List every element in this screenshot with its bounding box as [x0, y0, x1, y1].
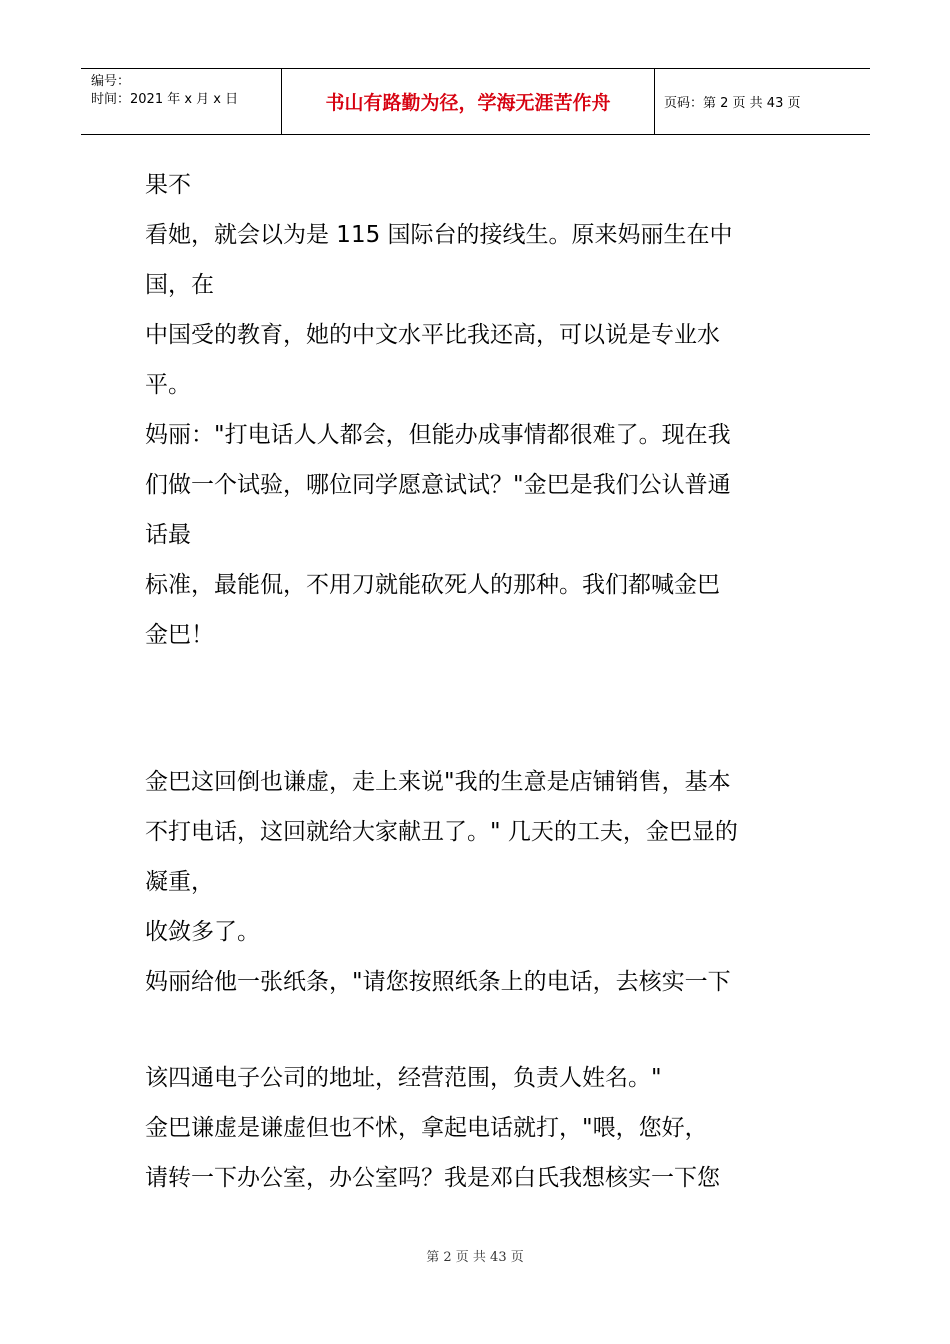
- paragraph-spacer: [145, 660, 825, 757]
- paragraph-spacer: [145, 1007, 825, 1053]
- text-line: 们做一个试验，哪位同学愿意试试？"金巴是我们公认普通: [145, 472, 731, 498]
- text-line: 金巴谦虚是谦虚但也不怵，拿起电话就打，"喂，您好，: [145, 1115, 708, 1141]
- text-line: 金巴这回倒也谦虚，走上来说"我的生意是店铺销售，基本: [145, 769, 731, 795]
- text-line: 国，在: [145, 272, 214, 298]
- text-line: 果不: [145, 172, 191, 198]
- text-line: 中国受的教育，她的中文水平比我还高，可以说是专业水: [145, 322, 720, 348]
- text-line: 该四通电子公司的地址，经营范围，负责人姓名。": [145, 1065, 662, 1091]
- document-body: [145, 160, 825, 1203]
- page-footer: 第 2 页 共 43 页: [426, 1250, 524, 1265]
- time-label: 时间：2021 年 x 月 x 日: [91, 92, 239, 107]
- number-label: 编号：: [91, 74, 131, 89]
- paragraph: [145, 757, 825, 1007]
- text-line: 话最: [145, 522, 191, 548]
- text-line: 金巴！: [145, 622, 214, 648]
- text-line: 看她，就会以为是 115 国际台的接线生。原来妈丽生在中: [145, 222, 733, 248]
- text-line: 标准，最能侃，不用刀就能砍死人的那种。我们都喊金巴: [145, 572, 720, 598]
- text-line: 平。: [145, 372, 191, 398]
- header-divider: [654, 69, 655, 134]
- paragraph: [145, 160, 825, 660]
- text-line: 妈丽："打电话人人都会，但能办成事情都很难了。现在我: [145, 422, 731, 448]
- text-line: 凝重，: [145, 869, 214, 895]
- text-line: 不打电话，这回就给大家献丑了。" 几天的工夫，金巴显的: [145, 819, 738, 845]
- text-line: 妈丽给他一张纸条，"请您按照纸条上的电话，去核实一下: [145, 969, 731, 995]
- header-meta: [91, 73, 238, 109]
- header-motto: 书山有路勤为径，学海无涯苦作舟: [325, 92, 611, 114]
- text-line: 请转一下办公室，办公室吗？我是邓白氏我想核实一下您: [145, 1165, 720, 1191]
- header-page-info: 页码：第 2 页 共 43 页: [664, 96, 801, 111]
- document-header: [81, 68, 870, 135]
- text-line: 收敛多了。: [145, 919, 260, 945]
- paragraph: [145, 1053, 825, 1203]
